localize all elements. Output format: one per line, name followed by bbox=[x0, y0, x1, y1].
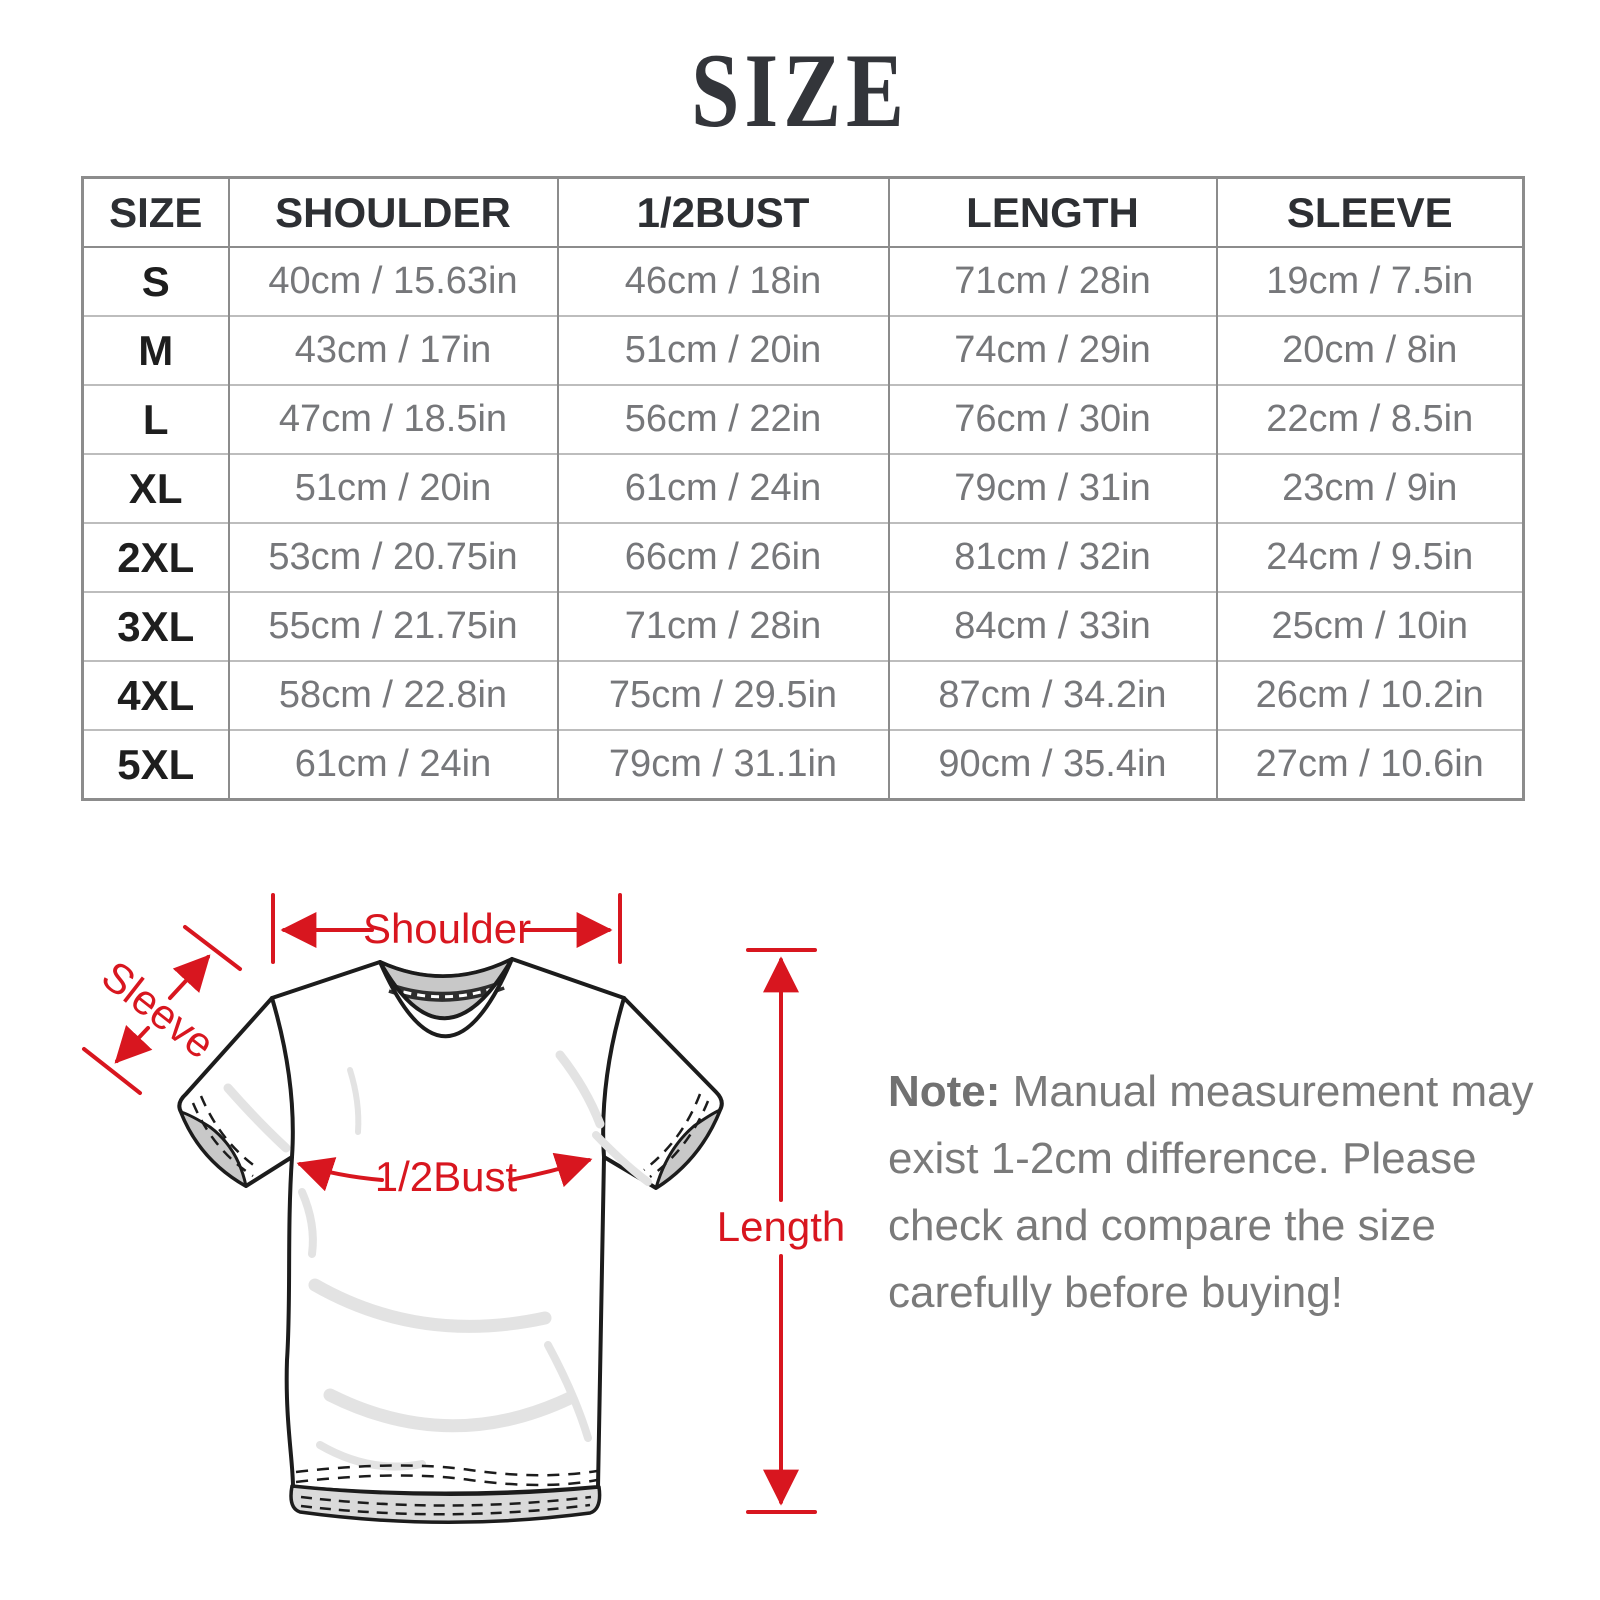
length-value: 90cm / 35.4in bbox=[889, 730, 1217, 800]
shoulder-value: 58cm / 22.8in bbox=[229, 661, 558, 730]
sleeve-value: 25cm / 10in bbox=[1217, 592, 1524, 661]
shoulder-value: 61cm / 24in bbox=[229, 730, 558, 800]
shoulder-value: 51cm / 20in bbox=[229, 454, 558, 523]
col-header-shoulder: SHOULDER bbox=[229, 178, 558, 248]
note-label: Note: bbox=[888, 1067, 1001, 1116]
halfbust-value: 56cm / 22in bbox=[558, 385, 889, 454]
halfbust-value: 66cm / 26in bbox=[558, 523, 889, 592]
length-value: 74cm / 29in bbox=[889, 316, 1217, 385]
size-label: S bbox=[83, 247, 229, 316]
size-label: 2XL bbox=[83, 523, 229, 592]
sleeve-value: 24cm / 9.5in bbox=[1217, 523, 1524, 592]
sleeve-value: 22cm / 8.5in bbox=[1217, 385, 1524, 454]
shoulder-label: Shoulder bbox=[362, 905, 532, 952]
table-row bbox=[83, 385, 1524, 454]
shoulder-value: 43cm / 17in bbox=[229, 316, 558, 385]
size-label: XL bbox=[83, 454, 229, 523]
sleeve-value: 19cm / 7.5in bbox=[1217, 247, 1524, 316]
col-header-length: LENGTH bbox=[889, 178, 1217, 248]
sleeve-value: 27cm / 10.6in bbox=[1217, 730, 1524, 800]
sleeve-value: 23cm / 9in bbox=[1217, 454, 1524, 523]
halfbust-value: 61cm / 24in bbox=[558, 454, 889, 523]
length-value: 71cm / 28in bbox=[889, 247, 1217, 316]
table-row bbox=[83, 523, 1524, 592]
sleeve-value: 20cm / 8in bbox=[1217, 316, 1524, 385]
length-value: 81cm / 32in bbox=[889, 523, 1217, 592]
length-value: 79cm / 31in bbox=[889, 454, 1217, 523]
table-row bbox=[83, 454, 1524, 523]
note-text bbox=[888, 1058, 1548, 1326]
size-label: 4XL bbox=[83, 661, 229, 730]
table-row bbox=[83, 316, 1524, 385]
size-label: L bbox=[83, 385, 229, 454]
length-label: Length bbox=[716, 1203, 846, 1250]
halfbust-value: 75cm / 29.5in bbox=[558, 661, 889, 730]
tshirt-body bbox=[179, 959, 721, 1494]
sleeve-label: Sleeve bbox=[93, 951, 224, 1068]
sleeve-tick-top bbox=[185, 927, 240, 969]
table-row bbox=[83, 592, 1524, 661]
length-value: 87cm / 34.2in bbox=[889, 661, 1217, 730]
halfbust-label: 1/2Bust bbox=[374, 1153, 518, 1200]
col-header-halfbust: 1/2BUST bbox=[558, 178, 889, 248]
size-label: M bbox=[83, 316, 229, 385]
halfbust-value: 46cm / 18in bbox=[558, 247, 889, 316]
table-row bbox=[83, 247, 1524, 316]
shoulder-value: 47cm / 18.5in bbox=[229, 385, 558, 454]
table-header-row bbox=[83, 178, 1524, 248]
shoulder-value: 53cm / 20.75in bbox=[229, 523, 558, 592]
sleeve-arrow-up bbox=[170, 957, 208, 998]
halfbust-value: 71cm / 28in bbox=[558, 592, 889, 661]
size-table bbox=[81, 176, 1525, 801]
length-value: 76cm / 30in bbox=[889, 385, 1217, 454]
sleeve-arrow-down bbox=[117, 1028, 148, 1061]
size-label: 3XL bbox=[83, 592, 229, 661]
col-header-size: SIZE bbox=[109, 188, 203, 236]
sleeve-value: 26cm / 10.2in bbox=[1217, 661, 1524, 730]
table-row bbox=[83, 730, 1524, 800]
col-header-sleeve: SLEEVE bbox=[1217, 178, 1524, 248]
table-row bbox=[83, 661, 1524, 730]
shoulder-value: 40cm / 15.63in bbox=[229, 247, 558, 316]
size-label: 5XL bbox=[83, 730, 229, 800]
note-body: Manual measurement may exist 1-2cm difference. Please check and compare the size carefully before buying! bbox=[888, 1067, 1534, 1317]
sleeve-tick-bottom bbox=[84, 1049, 140, 1093]
page-title: SIZE bbox=[691, 32, 909, 149]
shoulder-value: 55cm / 21.75in bbox=[229, 592, 558, 661]
length-value: 84cm / 33in bbox=[889, 592, 1217, 661]
halfbust-value: 51cm / 20in bbox=[558, 316, 889, 385]
halfbust-value: 79cm / 31.1in bbox=[558, 730, 889, 800]
